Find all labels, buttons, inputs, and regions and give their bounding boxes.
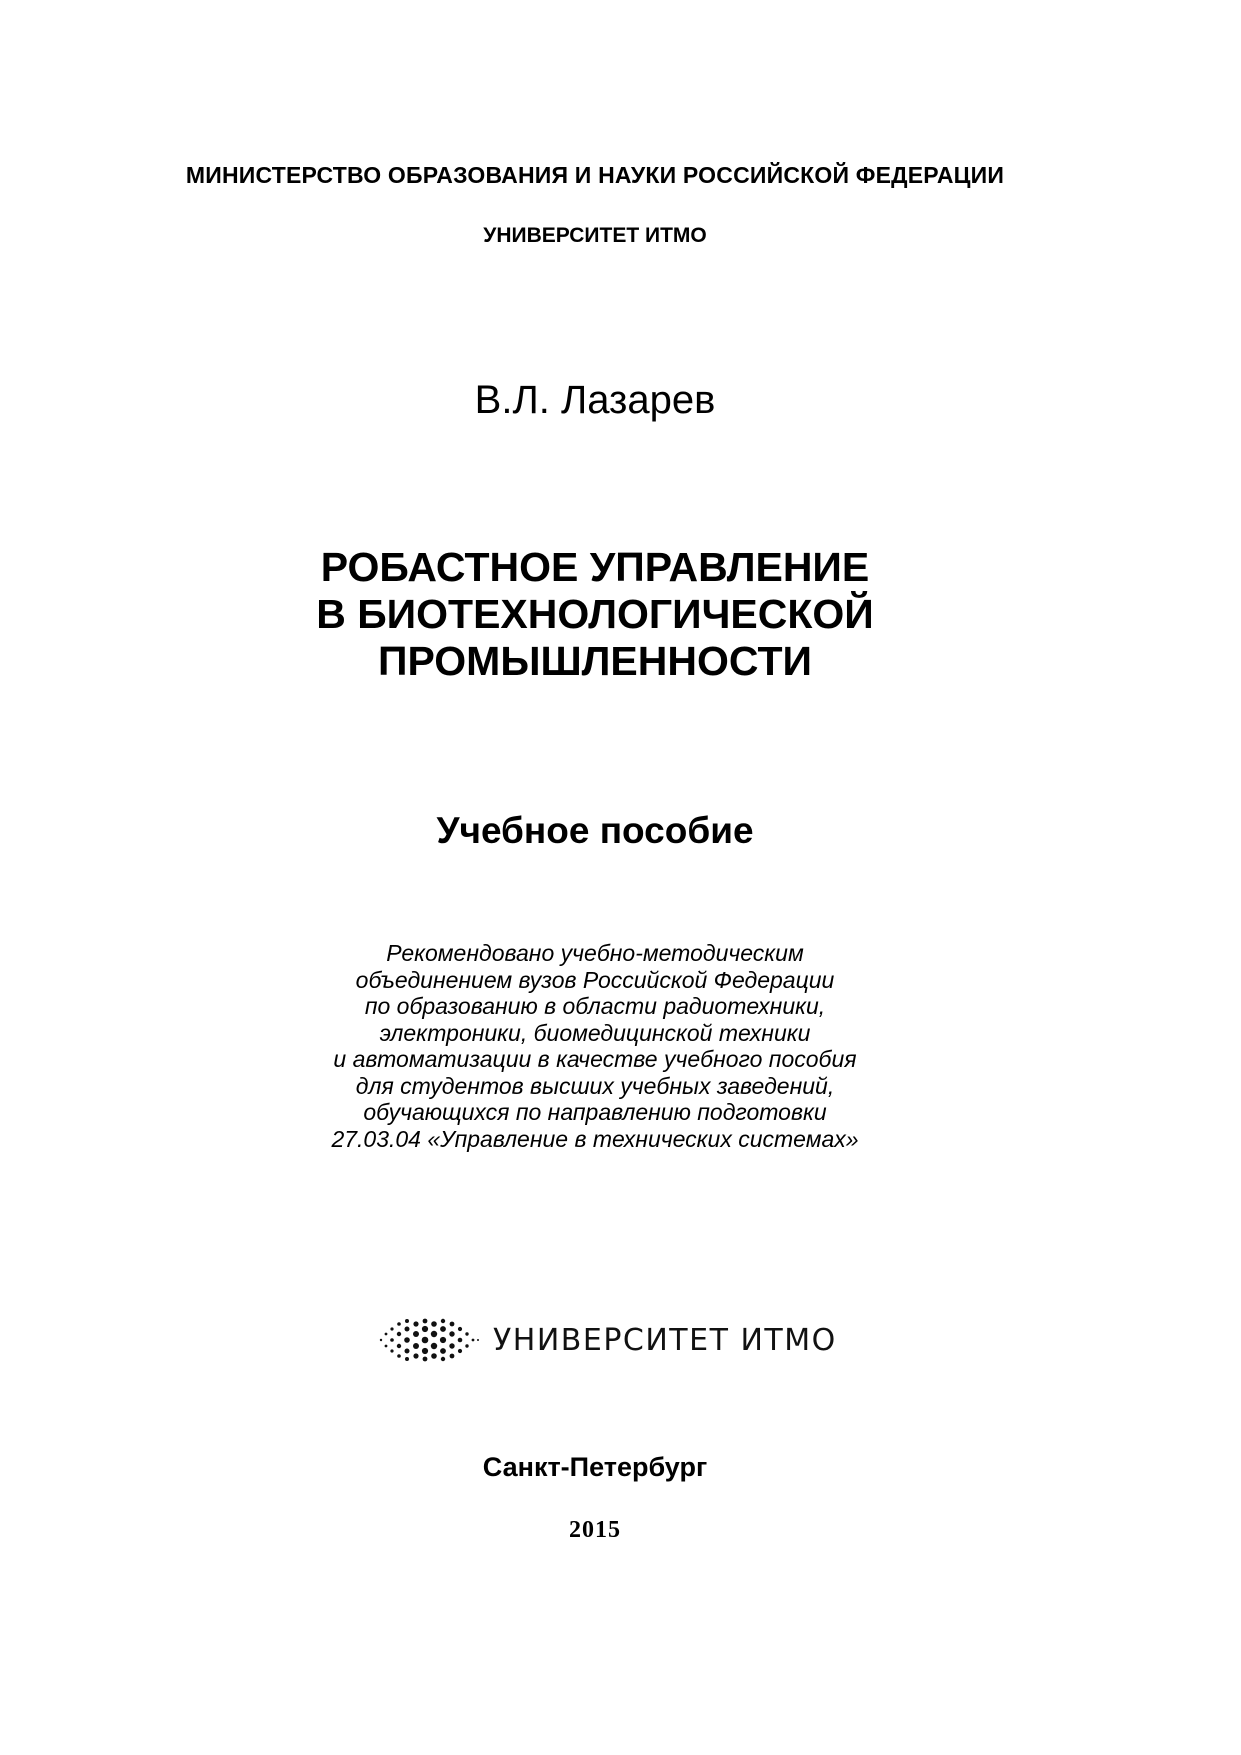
- recommendation-line: обучающихся по направлению подготовки: [363, 1099, 827, 1125]
- recommendation-line: объединением вузов Российской Федерации: [355, 966, 835, 993]
- recommendation-line: Рекомендовано учебно-методическим: [386, 940, 804, 966]
- recommendation-line: и автоматизации в качестве учебного пособия: [333, 1046, 857, 1072]
- itmo-dots-icon: [377, 1315, 481, 1365]
- ministry-heading: МИНИСТЕРСТВО ОБРАЗОВАНИЯ И НАУКИ РОССИЙСКОЙ ФЕДЕРАЦИИ: [185, 162, 1005, 188]
- recommendation-line: по образованию в области радиотехники,: [364, 993, 826, 1019]
- recommendation-line: электроники, биомедицинской техники: [379, 1019, 811, 1046]
- book-title: [0, 544, 1190, 685]
- book-title-line: РОБАСТНОЕ УПРАВЛЕНИЕ: [320, 544, 870, 590]
- recommendation-note: [0, 940, 1190, 1152]
- recommendation-line: 27.03.04 «Управление в технических системах»: [331, 1125, 859, 1152]
- university-heading: УНИВЕРСИТЕТ ИТМО: [483, 224, 707, 247]
- book-title-line: В БИОТЕХНОЛОГИЧЕСКОЙ: [316, 591, 874, 637]
- book-title-line: ПРОМЫШЛЕННОСТИ: [378, 638, 812, 684]
- recommendation-line: для студентов высших учебных заведений,: [355, 1072, 835, 1099]
- city: Санкт-Петербург: [482, 1452, 708, 1482]
- logo-text: УНИВЕРСИТЕТ ИТМО: [493, 1322, 837, 1358]
- author-name: В.Л. Лазарев: [474, 378, 716, 422]
- itmo-logo: [377, 1315, 837, 1365]
- book-subtitle: Учебное пособие: [436, 810, 754, 851]
- year: 2015: [569, 1517, 621, 1543]
